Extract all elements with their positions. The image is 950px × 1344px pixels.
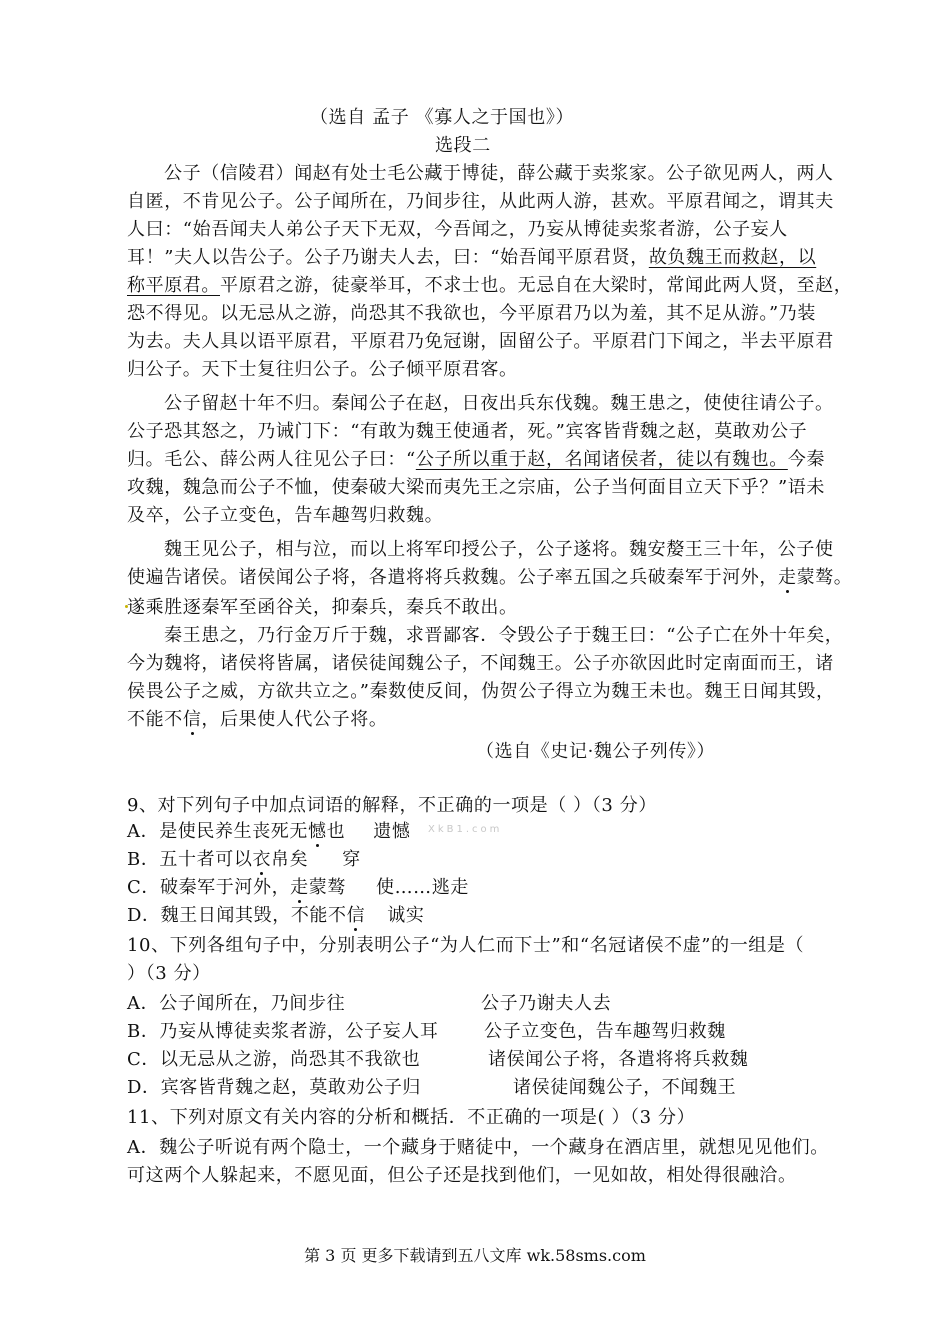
underlined-sentence: 公子所以重于赵，名闻诸侯者，徒以有魏也。 [415, 449, 788, 470]
watermark: XkB1.com [428, 824, 503, 835]
p1-line: 公子（信陵君）闻赵有处士毛公藏于博徒，薛公藏于卖浆家。公子欲见两人，两人 [164, 163, 834, 184]
p1-line: 为去。夫人具以语平原君，平原君乃免冠谢，固留公子。平原君门下闻之，半去平原君 [127, 331, 834, 352]
p4-text: ，后果使人代公子将。 [201, 709, 388, 730]
p4-line: 今为魏将，诸侯将皆属，诸侯徒闻魏公子，不闻魏王。公子亦欲因此时定南面而王，诸 [127, 653, 834, 674]
source-citation-mencius: （选自 孟子 《寡人之于国也》） [310, 107, 575, 128]
p1-text: 平原君之游，徒豪举耳，不求士也。无忌自在大梁时，常闻此两人贤，至赵， [220, 275, 853, 296]
p1-line: 自匿，不肯见公子。公子闻所在，乃间步往，从此两人游，甚欢。平原君闻之，谓其夫 [127, 191, 834, 212]
option-explanation: 穿 [342, 849, 361, 870]
underlined-sentence: 故负魏王而救赵，以 [648, 247, 817, 268]
q9-option-c [127, 874, 469, 902]
q10-option-b-second: 公子立变色，告车趣驾归救魏 [484, 1021, 726, 1042]
q10-option-a-second: 公子乃谢夫人去 [481, 993, 612, 1014]
option-explanation: 遗憾 [373, 821, 411, 842]
source-citation-shiji: （选自《史记·魏公子列传》） [476, 741, 716, 762]
q9-option-d [127, 902, 424, 930]
p4-line: 侯畏公子之威，方欲共立之。”秦数使反间，伪贺公子得立为魏王未也。魏王日闻其毁， [127, 681, 835, 702]
option-explanation: 诚实 [387, 905, 425, 926]
option-text: D．魏王日闻其毁，不能不 [127, 905, 347, 926]
p2-text: 今秦 [787, 449, 826, 470]
option-text: B．五十者可以 [127, 849, 253, 870]
q10-option-c-second: 诸侯闻公子将，各遣将将兵救魏 [488, 1049, 749, 1070]
p3-line [127, 564, 852, 592]
p1-line [127, 272, 852, 300]
q10-option-d: D．宾客皆背魏之赵，莫敢劝公子归 [127, 1077, 422, 1098]
option-text: 也 [326, 821, 346, 842]
p4-text: 不能不 [127, 709, 183, 730]
q10-option-c: C．以无忌从之游，尚恐其不我欲也 [127, 1049, 421, 1070]
section-title: 选段二 [435, 135, 491, 156]
p1-text: 耳！”夫人以告公子。公子乃谢夫人去，曰：“始吾闻平原君贤， [127, 247, 649, 268]
p2-line: 公子恐其怒之，乃诫门下：“有敢为魏王使通者，死。”宾客皆背魏之赵，莫敢劝公子 [127, 421, 808, 442]
option-text: A．是使民养生丧死无 [127, 821, 308, 842]
dotted-character: 信 [346, 905, 366, 926]
p4-line [127, 706, 387, 734]
q10-option-d-second: 诸侯徒闻魏公子，不闻魏王 [513, 1077, 737, 1098]
p2-text: 归。毛公、薛公两人往见公子曰：“ [127, 449, 416, 470]
question-10-stem: 10、下列各组句子中，分别表明公子“为人仁而下士”和“名冠诸侯不虚”的一组是（ [127, 935, 805, 956]
p2-line: 攻魏，魏急而公子不恤，使秦破大梁而夷先王之宗庙，公子当何面目立天下乎？”语未 [127, 477, 825, 498]
p3-text: 使遍告诸侯。诸侯闻公子将，各遣将将兵救魏。公子率五国之兵破秦军于河外， [127, 567, 778, 588]
p3-text: 蒙骜。 [796, 567, 853, 588]
page-footer: 第 3 页 更多下载请到五八文库 wk.58sms.com [304, 1246, 646, 1265]
p1-line: 归公子。天下士复往归公子。公子倾平原君客。 [127, 359, 518, 380]
p2-line: 及卒，公子立变色，告车趣驾归救魏。 [127, 505, 444, 526]
p3-line: 魏王见公子，相与泣，而以上将军印授公子，公子遂将。魏安嫠王三十年，公子使 [164, 539, 834, 560]
dotted-character: 信 [182, 709, 202, 730]
dotted-character: 憾 [308, 821, 327, 842]
dotted-character: 衣 [252, 849, 272, 870]
dotted-character: 走 [290, 877, 309, 898]
p1-line [127, 244, 816, 272]
q10-option-a: A．公子闻所在，乃间步往 [127, 993, 346, 1014]
q9-option-b [127, 846, 361, 874]
underlined-sentence: 称平原君。 [127, 275, 220, 296]
p3-line: 遂乘胜逐秦军至函谷关，抑秦兵，秦兵不敢出。 [127, 597, 518, 618]
q9-option-a [127, 818, 410, 846]
q11-option-a: A．魏公子听说有两个隐士，一个藏身于赌徒中，一个藏身在酒店里，就想见见他们。 [127, 1137, 829, 1158]
p2-line [127, 446, 825, 474]
dotted-character: 走 [778, 567, 797, 588]
question-11-stem: 11、下列对原文有关内容的分析和概括．不正确的一项是( ）（3 分） [127, 1107, 696, 1128]
q11-option-a-cont: 可这两个人躲起来，不愿见面，但公子还是找到他们，一见如故，相处得很融洽。 [127, 1165, 797, 1186]
p4-line: 秦王患之，乃行金万斤于魏，求晋鄙客．令毁公子于魏王曰：“公子亡在外十年矣， [164, 625, 844, 646]
option-explanation: 使……逃走 [375, 877, 469, 898]
option-text: C．破秦军于河外， [127, 877, 291, 898]
p1-line: 人曰：“始吾闻夫人弟公子天下无双，今吾闻之，乃妄从博徒卖浆者游，公子妄人 [127, 219, 788, 240]
option-text: 帛矣 [271, 849, 309, 870]
p1-line: 恐不得见。以无忌从之游，尚恐其不我欲也，今平原君乃以为羞，其不足从游。”乃装 [127, 303, 816, 324]
q10-option-b: B．乃妄从博徒卖浆者游，公子妄人耳 [127, 1021, 439, 1042]
question-10-stem-cont: ）（3 分） [127, 963, 211, 984]
p2-line: 公子留赵十年不归。秦闻公子在赵，日夜出兵东伐魏。魏王患之，使使往请公子。 [164, 393, 834, 414]
option-text: 蒙骜 [308, 877, 346, 898]
question-9-stem: 9、对下列句子中加点词语的解释，不正确的一项是（ ）（3 分） [127, 795, 657, 816]
